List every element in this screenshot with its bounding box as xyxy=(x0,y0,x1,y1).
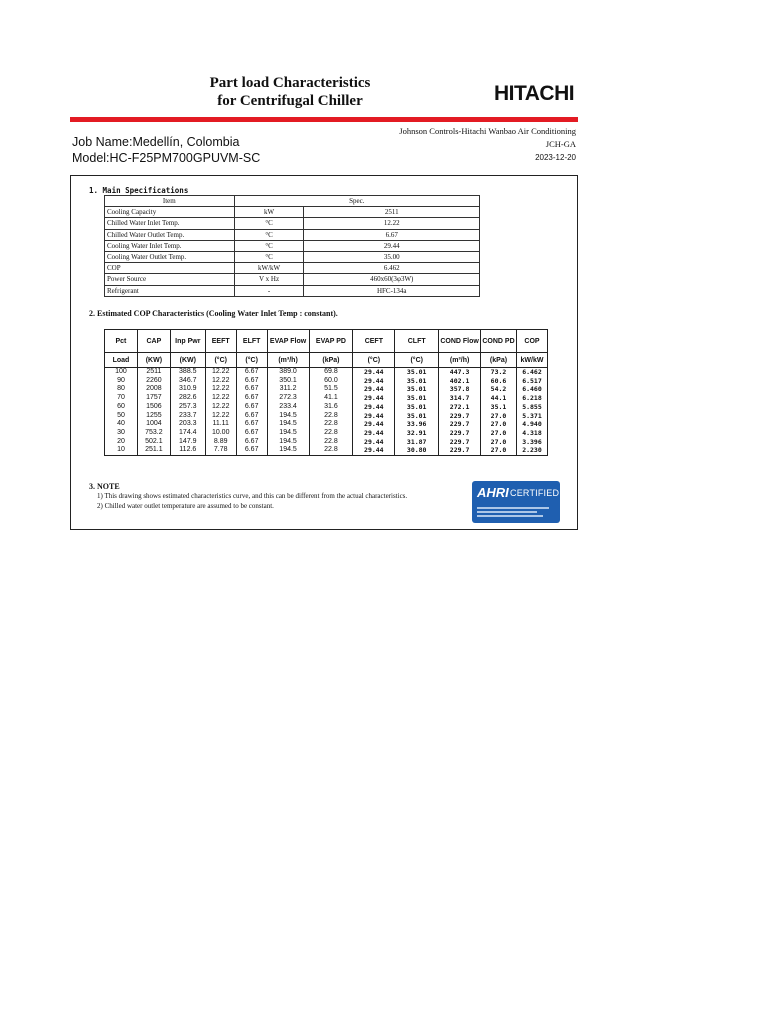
cop-cell: 27.0 xyxy=(481,411,517,420)
cop-cell: 6.462 xyxy=(516,368,547,377)
cop-col-header: EVAP Flow xyxy=(267,330,309,353)
hitachi-logo: HITACHI xyxy=(494,82,575,105)
cop-cell: 29.44 xyxy=(353,438,395,447)
cop-cell: 402.1 xyxy=(439,377,481,386)
cop-cell: 35.01 xyxy=(395,411,439,420)
section-main-specifications: 1. Main Specifications xyxy=(89,186,189,195)
ahri-logo: AHRI xyxy=(477,485,509,500)
cop-cell: 29.44 xyxy=(353,446,395,455)
cop-cell: 30 xyxy=(105,429,138,438)
cop-cell: 51.5 xyxy=(309,385,353,394)
cop-cell: 194.5 xyxy=(267,420,309,429)
cop-cell: 32.91 xyxy=(395,429,439,438)
cop-cell: 30.80 xyxy=(395,446,439,455)
cop-col-unit: (°C) xyxy=(236,353,267,368)
cop-cell: 35.01 xyxy=(395,368,439,377)
cop-row xyxy=(105,420,548,429)
cop-col-unit: (m³/h) xyxy=(439,353,481,368)
cop-cell: 502.1 xyxy=(137,438,170,447)
cop-cell: 6.517 xyxy=(516,377,547,386)
cop-cell: 35.01 xyxy=(395,394,439,403)
cop-cell: 2008 xyxy=(137,385,170,394)
spec-row xyxy=(105,207,480,218)
spec-item: Cooling Capacity xyxy=(105,207,235,218)
cop-cell: 29.44 xyxy=(353,385,395,394)
ahri-certified-label: CERTIFIED xyxy=(510,488,560,498)
cop-cell: 112.6 xyxy=(170,446,205,455)
cop-cell: 35.01 xyxy=(395,403,439,412)
cop-table xyxy=(104,329,548,456)
spec-item: Chilled Water Inlet Temp. xyxy=(105,218,235,229)
cop-cell: 314.7 xyxy=(439,394,481,403)
cop-col-header: COP xyxy=(516,330,547,353)
cop-cell: 229.7 xyxy=(439,429,481,438)
spec-value: 2511 xyxy=(304,207,480,218)
cop-cell: 27.0 xyxy=(481,420,517,429)
cop-cell: 1255 xyxy=(137,411,170,420)
cop-cell: 12.22 xyxy=(205,403,236,412)
cop-cell: 22.8 xyxy=(309,446,353,455)
cop-cell: 12.22 xyxy=(205,411,236,420)
cop-col-unit: Load xyxy=(105,353,138,368)
spec-unit: kW/kW xyxy=(234,263,304,274)
spec-item: Refrigerant xyxy=(105,285,235,296)
cop-col-header: CEFT xyxy=(353,330,395,353)
document-title xyxy=(170,74,410,110)
spec-unit: kW xyxy=(234,207,304,218)
spec-item: Cooling Water Inlet Temp. xyxy=(105,240,235,251)
cop-cell: 310.9 xyxy=(170,385,205,394)
cop-col-unit: (kPa) xyxy=(309,353,353,368)
spec-col-item: Item xyxy=(105,196,235,207)
cop-cell: 3.396 xyxy=(516,438,547,447)
cop-row xyxy=(105,411,548,420)
cop-cell: 2.230 xyxy=(516,446,547,455)
cop-cell: 229.7 xyxy=(439,420,481,429)
cop-cell: 753.2 xyxy=(137,429,170,438)
cop-cell: 80 xyxy=(105,385,138,394)
spec-item: COP xyxy=(105,263,235,274)
cop-cell: 1757 xyxy=(137,394,170,403)
cop-col-header: Pct xyxy=(105,330,138,353)
title-line-2: for Centrifugal Chiller xyxy=(217,93,363,109)
spec-unit: °C xyxy=(234,240,304,251)
cop-cell: 257.3 xyxy=(170,403,205,412)
spec-value: 35.00 xyxy=(304,251,480,262)
spec-table xyxy=(104,195,480,297)
cop-cell: 6.67 xyxy=(236,385,267,394)
cop-cell: 29.44 xyxy=(353,429,395,438)
spec-item: Power Source xyxy=(105,274,235,285)
spec-row xyxy=(105,251,480,262)
cop-cell: 233.4 xyxy=(267,403,309,412)
cop-cell: 12.22 xyxy=(205,368,236,377)
spec-unit: °C xyxy=(234,218,304,229)
cop-col-unit: (KW) xyxy=(137,353,170,368)
cop-cell: 6.67 xyxy=(236,368,267,377)
cop-cell: 6.67 xyxy=(236,403,267,412)
cop-col-header: COND PD xyxy=(481,330,517,353)
cop-col-unit: (kPa) xyxy=(481,353,517,368)
cop-cell: 5.371 xyxy=(516,411,547,420)
cop-cell: 272.3 xyxy=(267,394,309,403)
note-item-1: 1) This drawing shows estimated characteristics curve, and this can be different from the actual characteristics. xyxy=(97,492,408,500)
cop-cell: 50 xyxy=(105,411,138,420)
note-item-2: 2) Chilled water outlet temperature are assumed to be constant. xyxy=(97,502,274,510)
cop-cell: 31.87 xyxy=(395,438,439,447)
cop-cell: 229.7 xyxy=(439,446,481,455)
cop-cell: 44.1 xyxy=(481,394,517,403)
cop-cell: 29.44 xyxy=(353,368,395,377)
cop-cell: 6.67 xyxy=(236,420,267,429)
cop-cell: 5.855 xyxy=(516,403,547,412)
spec-row xyxy=(105,285,480,296)
cop-units-row xyxy=(105,353,548,368)
cop-cell: 1506 xyxy=(137,403,170,412)
section-cop-characteristics: 2. Estimated COP Characteristics (Cooling Water Inlet Temp : constant). xyxy=(89,309,338,318)
cop-cell: 6.67 xyxy=(236,429,267,438)
cop-cell: 73.2 xyxy=(481,368,517,377)
job-info xyxy=(72,134,260,166)
company-code: JCH-GA xyxy=(545,139,576,149)
cop-col-unit: (KW) xyxy=(170,353,205,368)
cop-cell: 70 xyxy=(105,394,138,403)
cop-col-header: EEFT xyxy=(205,330,236,353)
cop-cell: 90 xyxy=(105,377,138,386)
spec-row xyxy=(105,229,480,240)
cop-row xyxy=(105,438,548,447)
company-info xyxy=(399,125,576,164)
cop-cell: 6.460 xyxy=(516,385,547,394)
cop-cell: 29.44 xyxy=(353,394,395,403)
cop-cell: 12.22 xyxy=(205,394,236,403)
cop-col-header: ELFT xyxy=(236,330,267,353)
cop-col-header: Inp Pwr xyxy=(170,330,205,353)
cop-cell: 6.218 xyxy=(516,394,547,403)
cop-col-unit: (°C) xyxy=(395,353,439,368)
spec-item: Cooling Water Outlet Temp. xyxy=(105,251,235,262)
spec-unit: V x Hz xyxy=(234,274,304,285)
cop-col-header: EVAP PD xyxy=(309,330,353,353)
spec-value: 6.67 xyxy=(304,229,480,240)
cop-cell: 1004 xyxy=(137,420,170,429)
cop-cell: 388.5 xyxy=(170,368,205,377)
cop-cell: 12.22 xyxy=(205,377,236,386)
cop-cell: 35.01 xyxy=(395,385,439,394)
spec-value: 460x60(3φ3W) xyxy=(304,274,480,285)
cop-cell: 27.0 xyxy=(481,446,517,455)
cop-col-header: CLFT xyxy=(395,330,439,353)
cop-cell: 2260 xyxy=(137,377,170,386)
cop-cell: 22.8 xyxy=(309,438,353,447)
cop-cell: 174.4 xyxy=(170,429,205,438)
cop-cell: 10 xyxy=(105,446,138,455)
cop-cell: 272.1 xyxy=(439,403,481,412)
cop-cell: 8.89 xyxy=(205,438,236,447)
cop-cell: 194.5 xyxy=(267,446,309,455)
cop-col-unit: (°C) xyxy=(353,353,395,368)
cop-cell: 6.67 xyxy=(236,446,267,455)
cop-cell: 311.2 xyxy=(267,385,309,394)
cop-cell: 4.940 xyxy=(516,420,547,429)
cop-cell: 27.0 xyxy=(481,438,517,447)
cop-cell: 147.9 xyxy=(170,438,205,447)
cop-cell: 60.0 xyxy=(309,377,353,386)
cop-cell: 233.7 xyxy=(170,411,205,420)
cop-cell: 29.44 xyxy=(353,403,395,412)
model-name: Model:HC-F25PM700GPUVM-SC xyxy=(72,151,261,165)
section-note: 3. NOTE xyxy=(89,482,120,491)
cop-cell: 35.1 xyxy=(481,403,517,412)
cop-cell: 40 xyxy=(105,420,138,429)
cop-cell: 6.67 xyxy=(236,377,267,386)
red-divider xyxy=(70,117,578,122)
cop-cell: 447.3 xyxy=(439,368,481,377)
cop-cell: 389.0 xyxy=(267,368,309,377)
cop-cell: 100 xyxy=(105,368,138,377)
cop-cell: 35.01 xyxy=(395,377,439,386)
cop-row xyxy=(105,368,548,377)
cop-cell: 346.7 xyxy=(170,377,205,386)
cop-cell: 203.3 xyxy=(170,420,205,429)
spec-row xyxy=(105,218,480,229)
cop-cell: 194.5 xyxy=(267,411,309,420)
spec-header-row xyxy=(105,196,480,207)
cop-cell: 282.6 xyxy=(170,394,205,403)
content-frame xyxy=(70,175,578,530)
cop-cell: 60.6 xyxy=(481,377,517,386)
cop-cell: 33.96 xyxy=(395,420,439,429)
spec-unit: °C xyxy=(234,251,304,262)
cop-cell: 20 xyxy=(105,438,138,447)
cop-cell: 6.67 xyxy=(236,394,267,403)
cop-cell: 7.78 xyxy=(205,446,236,455)
cop-cell: 27.0 xyxy=(481,429,517,438)
cop-cell: 357.8 xyxy=(439,385,481,394)
spec-item: Chilled Water Outlet Temp. xyxy=(105,229,235,240)
cop-cell: 2511 xyxy=(137,368,170,377)
cop-cell: 194.5 xyxy=(267,429,309,438)
cop-cell: 10.00 xyxy=(205,429,236,438)
cop-col-header: COND Flow xyxy=(439,330,481,353)
cop-cell: 22.8 xyxy=(309,411,353,420)
spec-unit: - xyxy=(234,285,304,296)
cop-row xyxy=(105,394,548,403)
cop-row xyxy=(105,429,548,438)
cop-cell: 29.44 xyxy=(353,420,395,429)
cop-cell: 41.1 xyxy=(309,394,353,403)
title-line-1: Part load Characteristics xyxy=(209,75,371,91)
cop-cell: 12.22 xyxy=(205,385,236,394)
cop-cell: 69.8 xyxy=(309,368,353,377)
spec-row xyxy=(105,263,480,274)
ahri-certified-badge xyxy=(472,481,560,523)
cop-col-header: CAP xyxy=(137,330,170,353)
document-date: 2023-12-20 xyxy=(535,153,576,162)
cop-col-unit: kW/kW xyxy=(516,353,547,368)
cop-cell: 54.2 xyxy=(481,385,517,394)
cop-cell: 6.67 xyxy=(236,438,267,447)
cop-row xyxy=(105,403,548,412)
cop-row xyxy=(105,377,548,386)
cop-cell: 4.318 xyxy=(516,429,547,438)
cop-cell: 229.7 xyxy=(439,411,481,420)
cop-cell: 251.1 xyxy=(137,446,170,455)
cop-row xyxy=(105,385,548,394)
cop-cell: 31.6 xyxy=(309,403,353,412)
cop-cell: 29.44 xyxy=(353,411,395,420)
cop-cell: 350.1 xyxy=(267,377,309,386)
spec-value: 29.44 xyxy=(304,240,480,251)
cop-col-unit: (°C) xyxy=(205,353,236,368)
cop-row xyxy=(105,446,548,455)
cop-col-unit: (m³/h) xyxy=(267,353,309,368)
cop-cell: 29.44 xyxy=(353,377,395,386)
spec-row xyxy=(105,274,480,285)
spec-value: HFC-134a xyxy=(304,285,480,296)
cop-header-row xyxy=(105,330,548,353)
company-name: Johnson Controls-Hitachi Wanbao Air Conditioning xyxy=(399,126,576,136)
spec-unit: °C xyxy=(234,229,304,240)
cop-cell: 22.8 xyxy=(309,429,353,438)
spec-value: 12.22 xyxy=(304,218,480,229)
cop-cell: 229.7 xyxy=(439,438,481,447)
cop-cell: 60 xyxy=(105,403,138,412)
ahri-fine-print xyxy=(477,505,549,517)
spec-value: 6.462 xyxy=(304,263,480,274)
cop-cell: 6.67 xyxy=(236,411,267,420)
job-name: Job Name:Medellín, Colombia xyxy=(72,135,240,149)
spec-row xyxy=(105,240,480,251)
spec-col-spec: Spec. xyxy=(234,196,479,207)
cop-cell: 22.8 xyxy=(309,420,353,429)
cop-cell: 11.11 xyxy=(205,420,236,429)
cop-cell: 194.5 xyxy=(267,438,309,447)
